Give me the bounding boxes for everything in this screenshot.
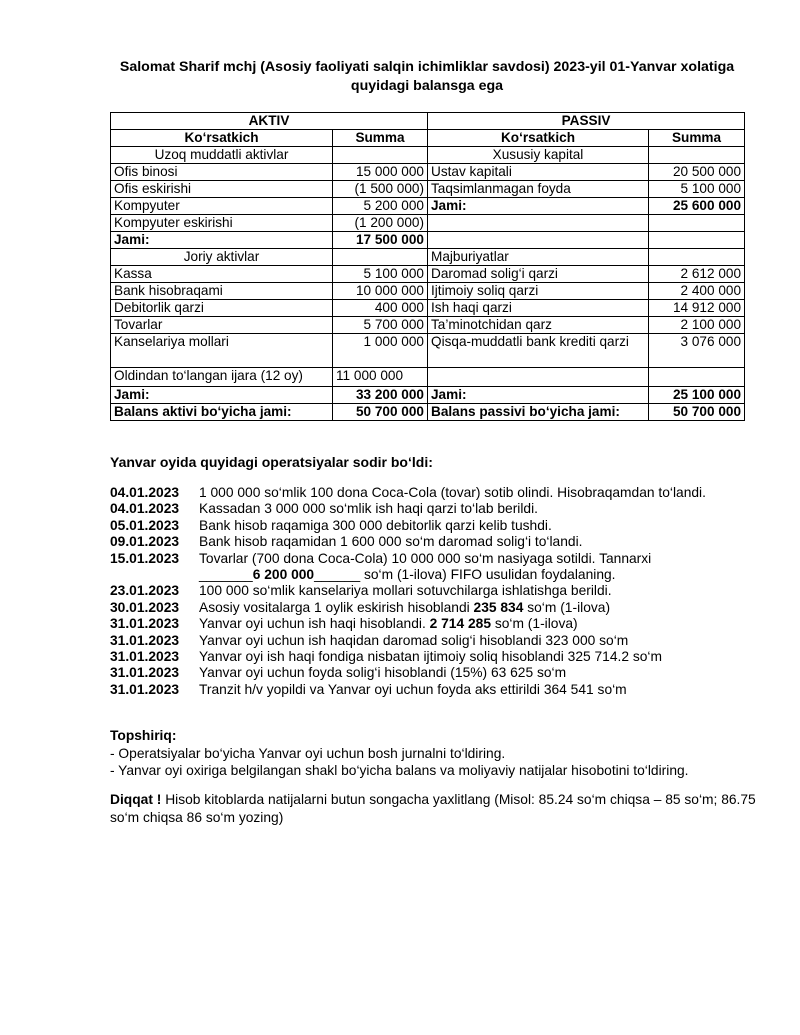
passiv-value <box>649 249 745 266</box>
aktiv-total-value: 17 500 000 <box>333 232 428 249</box>
list-item <box>110 600 750 616</box>
aktiv-grand-total-value: 50 700 000 <box>333 404 428 421</box>
aktiv-label: Ofis eskirishi <box>111 181 333 198</box>
aktiv-value: 5 100 000 <box>333 266 428 283</box>
table-row <box>111 198 745 215</box>
aktiv-total-value: 33 200 000 <box>333 387 428 404</box>
task-heading: Topshiriq: <box>110 728 177 743</box>
list-item <box>110 633 750 649</box>
aktiv-value: (1 500 000) <box>333 181 428 198</box>
aktiv-sum-header: Summa <box>333 130 428 147</box>
aktiv-total-label: Jami: <box>111 387 333 404</box>
operation-date: 05.01.2023 <box>110 517 180 533</box>
operations-heading: Yanvar oyida quyidagi operatsiyalar sodir bo‘ldi: <box>110 454 433 470</box>
list-item <box>110 649 750 665</box>
fill-blank-after: ______ so‘m (1-ilova) FIFO usulidan foydalaning. <box>314 567 616 583</box>
operation-text: Kassadan 3 000 000 so‘mlik ish haqi qarzi to‘lab berildi. <box>199 501 538 517</box>
aktiv-label: Kassa <box>111 266 333 283</box>
passiv-value: 2 100 000 <box>649 317 745 334</box>
list-item <box>110 665 750 681</box>
table-row <box>111 283 745 300</box>
passiv-value: 14 912 000 <box>649 300 745 317</box>
passiv-sum-header: Summa <box>649 130 745 147</box>
operation-text: Yanvar oyi uchun foyda solig‘i hisoblandi (15%) 63 625 so‘m <box>199 665 567 681</box>
operation-text: Bank hisob raqamidan 1 600 000 so‘m daromad solig‘i to‘landi. <box>199 534 583 550</box>
table-row <box>111 181 745 198</box>
aktiv-value <box>333 147 428 164</box>
operation-text: Yanvar oyi ish haqi fondiga nisbatan ijtimoiy soliq hisoblandi 325 714.2 so‘m <box>199 649 662 665</box>
balance-table <box>110 112 745 421</box>
aktiv-value: 11 000 000 <box>333 368 428 387</box>
aktiv-indicator-header: Ko‘rsatkich <box>111 130 333 147</box>
depreciation-value: 235 834 <box>473 599 524 615</box>
aktiv-section-label: Joriy aktivlar <box>111 249 333 266</box>
table-row <box>111 368 745 387</box>
passiv-value: 2 612 000 <box>649 266 745 283</box>
operation-date: 31.01.2023 <box>110 649 180 665</box>
operation-text: 100 000 so‘mlik kanselariya mollari sotuvchilarga ishlatishga berildi. <box>199 583 612 599</box>
task-line-1: - Operatsiyalar bo‘yicha Yanvar oyi uchun bosh jurnalni to‘ldiring. <box>110 745 506 761</box>
operation-date: 31.01.2023 <box>110 681 180 697</box>
passiv-value: 5 100 000 <box>649 181 745 198</box>
passiv-header: PASSIV <box>428 113 745 130</box>
operation-date: 15.01.2023 <box>110 550 180 566</box>
operation-date: 23.01.2023 <box>110 583 180 599</box>
table-row <box>111 147 745 164</box>
passiv-label: Taqsimlanmagan foyda <box>428 181 649 198</box>
table-row <box>111 317 745 334</box>
title-line-1: Salomat Sharif mchj (Asosiy faoliyati salqin ichimliklar savdosi) 2023-yil 01-Yanvar xolatiga <box>119 59 735 75</box>
aktiv-label: Kompyuter eskirishi <box>111 215 333 232</box>
aktiv-value: 1 000 000 <box>333 334 428 368</box>
operation-text-block <box>199 616 750 632</box>
operation-date: 04.01.2023 <box>110 501 180 517</box>
table-row <box>111 215 745 232</box>
operation-date: 31.01.2023 <box>110 665 180 681</box>
passiv-value <box>649 215 745 232</box>
passiv-value: 20 500 000 <box>649 164 745 181</box>
passiv-section-label: Xususiy kapital <box>428 147 649 164</box>
cost-of-goods-value: 6 200 000 <box>252 567 315 583</box>
passiv-grand-total-value: 50 700 000 <box>649 404 745 421</box>
operation-text: Tovarlar (700 dona Coca-Cola) 10 000 000 so‘m nasiyaga sotildi. Tannarxi <box>199 550 652 566</box>
passiv-grand-total-label: Balans passivi bo‘yicha jami: <box>428 404 649 421</box>
task-line-2: - Yanvar oyi oxiriga belgilangan shakl bo‘yicha balans va moliyaviy natijalar hisobotini to‘ldiring. <box>110 763 689 778</box>
passiv-label <box>428 368 649 387</box>
aktiv-grand-total-label: Balans aktivi bo‘yicha jami: <box>111 404 333 421</box>
passiv-label: Ish haqi qarzi <box>428 300 649 317</box>
aktiv-value: 5 200 000 <box>333 198 428 215</box>
operation-text: Tranzit h/v yopildi va Yanvar oyi uchun foyda aks ettirildi 364 541 so‘m <box>199 681 627 697</box>
note-text: Hisob kitoblarda natijalarni butun songacha yaxlitlang (Misol: 85.24 so‘m chiqsa – 85 so‘m; 86.75 so‘m chiqsa 86 so‘m yozing) <box>110 792 756 825</box>
table-row <box>111 387 745 404</box>
balance-column-header-row <box>111 130 745 147</box>
table-row <box>111 404 745 421</box>
list-item <box>110 534 750 550</box>
operation-text: Asosiy vositalarga 1 oylik eskirish hisoblandi <box>199 599 474 615</box>
passiv-label: Ijtimoiy soliq qarzi <box>428 283 649 300</box>
passiv-label: Ta’minotchidan qarz <box>428 317 649 334</box>
passiv-value <box>649 232 745 249</box>
title-line-2: quyidagi balansga ega <box>350 78 504 94</box>
passiv-total-value: 25 600 000 <box>649 198 745 215</box>
operation-date: 31.01.2023 <box>110 632 180 648</box>
table-row <box>111 266 745 283</box>
salary-value: 2 714 285 <box>429 616 491 632</box>
operation-date: 30.01.2023 <box>110 599 180 615</box>
passiv-total-value: 25 100 000 <box>649 387 745 404</box>
aktiv-value: (1 200 000) <box>333 215 428 232</box>
aktiv-value <box>333 249 428 266</box>
operation-text: Yanvar oyi uchun ish haqidan daromad solig‘i hisoblandi 323 000 so‘m <box>199 632 629 648</box>
aktiv-value: 15 000 000 <box>333 164 428 181</box>
aktiv-value: 400 000 <box>333 300 428 317</box>
operation-date: 31.01.2023 <box>110 616 180 632</box>
note-label: Diqqat ! <box>110 792 162 807</box>
aktiv-label: Debitorlik qarzi <box>111 300 333 317</box>
passiv-label: Ustav kapitali <box>428 164 649 181</box>
aktiv-value: 5 700 000 <box>333 317 428 334</box>
passiv-value: 3 076 000 <box>649 334 745 368</box>
balance-section-header-row <box>111 113 745 130</box>
note-section <box>110 791 770 826</box>
operation-text: Yanvar oyi uchun ish haqi hisoblandi. <box>199 616 430 632</box>
list-item <box>110 518 750 534</box>
table-row <box>111 249 745 266</box>
task-section <box>110 727 750 780</box>
operation-text-suffix: so‘m (1-ilova) <box>523 599 611 615</box>
table-row <box>111 334 745 368</box>
list-item <box>110 485 750 501</box>
aktiv-label: Tovarlar <box>111 317 333 334</box>
aktiv-label: Kanselariya mollari <box>111 334 333 368</box>
aktiv-label: Oldindan to‘langan ijara (12 oy) <box>111 368 333 387</box>
list-item <box>110 501 750 517</box>
aktiv-value: 10 000 000 <box>333 283 428 300</box>
table-row <box>111 232 745 249</box>
aktiv-label: Kompyuter <box>111 198 333 215</box>
passiv-indicator-header: Ko‘rsatkich <box>428 130 649 147</box>
aktiv-label: Ofis binosi <box>111 164 333 181</box>
list-item <box>110 616 750 632</box>
operation-text-block <box>199 600 750 616</box>
table-row <box>111 300 745 317</box>
passiv-label: Daromad solig‘i qarzi <box>428 266 649 283</box>
passiv-total-label: Jami: <box>428 198 649 215</box>
operation-date: 09.01.2023 <box>110 534 180 550</box>
operation-date: 04.01.2023 <box>110 485 180 500</box>
operation-text: Bank hisob raqamiga 300 000 debitorlik qarzi kelib tushdi. <box>199 517 552 533</box>
passiv-value <box>649 368 745 387</box>
passiv-label: Qisqa-muddatli bank krediti qarzi <box>428 334 649 368</box>
fill-blank-before: _______ <box>199 567 253 583</box>
aktiv-section-label: Uzoq muddatli aktivlar <box>111 147 333 164</box>
aktiv-label: Bank hisobraqami <box>111 283 333 300</box>
operations-list <box>110 485 750 698</box>
passiv-total-label: Jami: <box>428 387 649 404</box>
table-row <box>111 164 745 181</box>
operation-text-block <box>199 551 750 584</box>
passiv-label <box>428 232 649 249</box>
aktiv-total-label: Jami: <box>111 232 333 249</box>
list-item <box>110 583 750 599</box>
operation-text: 1 000 000 so‘mlik 100 dona Coca-Cola (tovar) sotib olindi. Hisobraqamdan to‘landi. <box>199 485 706 500</box>
passiv-label <box>428 215 649 232</box>
list-item <box>110 551 750 584</box>
list-item <box>110 682 750 698</box>
passiv-section-label: Majburiyatlar <box>428 249 649 266</box>
document-title <box>110 58 744 96</box>
operation-text-suffix: so‘m (1-ilova) <box>491 616 578 632</box>
passiv-value <box>649 147 745 164</box>
aktiv-header: AKTIV <box>111 113 428 130</box>
passiv-value: 2 400 000 <box>649 283 745 300</box>
